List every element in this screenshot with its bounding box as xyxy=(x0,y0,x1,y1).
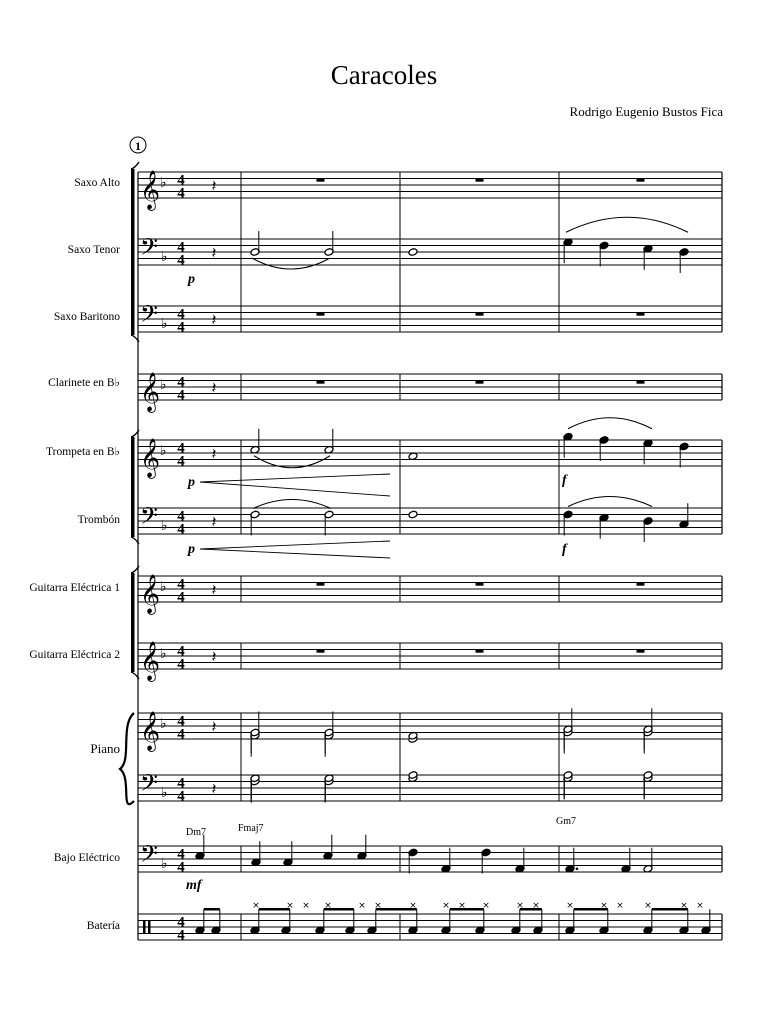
cymbal-notehead-icon: × xyxy=(324,901,332,911)
instrument-label-bajo: Bajo Eléctrico xyxy=(53,852,120,864)
flat-icon: ♭ xyxy=(160,579,167,595)
treble-clef-icon: 𝄞 xyxy=(140,170,161,210)
quarter-rest-icon: 𝄽 xyxy=(211,647,217,666)
slur xyxy=(568,497,652,507)
instrument-label-saxo-tenor: Saxo Tenor xyxy=(67,244,120,256)
flat-icon: ♭ xyxy=(161,316,168,332)
piano-brace xyxy=(120,713,134,804)
cymbal-notehead-icon: × xyxy=(516,901,524,911)
instrument-label-trombon: Trombón xyxy=(77,514,120,526)
chord-symbol: Dm7 xyxy=(186,827,206,838)
instrument-label-guitarra-2: Guitarra Eléctrica 2 xyxy=(29,649,120,661)
cymbal-notehead-icon: × xyxy=(482,901,490,911)
time-signature-bottom: 4 xyxy=(177,521,185,538)
dynamic-f: f xyxy=(562,542,567,557)
time-signature-top: 4 xyxy=(177,576,185,593)
quarter-rest-icon: 𝄽 xyxy=(211,176,217,195)
key-signatures xyxy=(160,175,168,872)
quarter-rest-icon: 𝄽 xyxy=(211,310,217,329)
whole-rest-icon xyxy=(476,313,484,316)
clefs xyxy=(140,170,160,933)
quarter-rest-icon: 𝄽 xyxy=(211,717,217,736)
instrument-label-guitarra-1: Guitarra Eléctrica 1 xyxy=(29,582,120,594)
rehearsal-mark xyxy=(130,137,146,153)
bracket-guitars xyxy=(131,573,135,672)
cymbal-notehead-icon: × xyxy=(286,901,294,911)
time-signature-top: 4 xyxy=(177,643,185,660)
instrument-label-trompeta: Trompeta en B♭ xyxy=(46,446,120,458)
slur xyxy=(252,258,330,269)
rehearsal-mark-number: 1 xyxy=(135,139,141,153)
flat-icon: ♭ xyxy=(161,518,168,534)
cymbal-notehead-icon: × xyxy=(358,901,366,911)
percussion-clef-icon xyxy=(143,921,146,933)
score-title: Caracoles xyxy=(330,60,438,90)
time-signature-bottom: 4 xyxy=(177,387,185,404)
barlines xyxy=(138,172,722,940)
time-signature-bottom: 4 xyxy=(177,185,185,202)
cymbal-notehead-icon: × xyxy=(566,901,574,911)
bass-clef-icon: 𝄢 xyxy=(140,233,159,266)
time-signature-top: 4 xyxy=(177,239,185,256)
dynamic-p: p xyxy=(188,475,195,490)
bracket-saxophones xyxy=(131,169,135,335)
whole-rest-icon xyxy=(637,313,645,316)
quarter-rest-icon: 𝄽 xyxy=(211,243,217,262)
time-signature-top: 4 xyxy=(177,306,185,323)
time-signature-bottom: 4 xyxy=(177,319,185,336)
quarter-rest-icon: 𝄽 xyxy=(211,779,217,798)
time-signature-bottom: 4 xyxy=(177,453,185,470)
time-signature-bottom: 4 xyxy=(177,656,185,673)
flat-icon: ♭ xyxy=(160,175,167,191)
slur xyxy=(566,217,688,232)
dynamic-mf: mf xyxy=(186,878,202,893)
notehead xyxy=(408,248,418,257)
whole-rest-icon xyxy=(637,179,645,182)
time-signature-bottom: 4 xyxy=(177,726,185,743)
cymbal-notehead-icon: × xyxy=(680,901,688,911)
dot xyxy=(576,867,579,870)
treble-clef-icon: 𝄞 xyxy=(140,641,161,681)
time-signature-top: 4 xyxy=(177,508,185,525)
whole-rest-icon xyxy=(317,313,325,316)
time-signature-bottom: 4 xyxy=(177,252,185,269)
bass-clef-icon: 𝄢 xyxy=(140,769,159,802)
staff-lines xyxy=(138,172,722,940)
quarter-rest-icon: 𝄽 xyxy=(211,580,217,599)
treble-clef-icon: 𝄞 xyxy=(140,574,161,614)
cymbal-notehead-icon: × xyxy=(302,901,310,911)
treble-clef-icon: 𝄞 xyxy=(140,438,161,478)
flat-icon: ♭ xyxy=(160,646,167,662)
instrument-label-saxo-baritono: Saxo Baritono xyxy=(53,311,120,323)
bass-clef-icon: 𝄢 xyxy=(140,300,159,333)
time-signature-top: 4 xyxy=(177,775,185,792)
flat-icon: ♭ xyxy=(161,856,168,872)
dynamic-p: p xyxy=(188,272,195,287)
cymbal-notehead-icon: × xyxy=(442,901,450,911)
whole-rest-icon xyxy=(476,583,484,586)
time-signature-bottom: 4 xyxy=(177,589,185,606)
instrument-label-bateria: Batería xyxy=(86,920,120,932)
cymbal-notehead-icon: × xyxy=(616,901,624,911)
cymbal-notehead-icon: × xyxy=(409,901,417,911)
cymbal-notehead-icon: × xyxy=(644,901,652,911)
quarter-rest-icon: 𝄽 xyxy=(211,444,217,463)
system-brackets xyxy=(120,162,139,804)
decrescendo-hairpin xyxy=(200,541,390,558)
whole-rest-icon xyxy=(317,381,325,384)
dynamic-f: f xyxy=(562,473,567,488)
slur xyxy=(253,500,331,509)
whole-rest-icon xyxy=(476,381,484,384)
whole-rest-icon xyxy=(317,583,325,586)
whole-rest-icon xyxy=(317,179,325,182)
chord-symbol: Gm7 xyxy=(556,816,576,827)
time-signature-top: 4 xyxy=(177,713,185,730)
cymbal-notehead-icon: × xyxy=(696,901,704,911)
quarter-rest-icon: 𝄽 xyxy=(211,512,217,531)
time-signatures xyxy=(177,173,185,944)
cymbal-notehead-icon: × xyxy=(252,901,260,911)
time-signature-top: 4 xyxy=(177,846,185,863)
time-signature-top: 4 xyxy=(177,374,185,391)
cymbal-notehead-icon: × xyxy=(374,901,382,911)
composer: Rodrigo Eugenio Bustos Fica xyxy=(569,104,723,119)
flat-icon: ♭ xyxy=(161,785,168,801)
instrument-label-saxo-alto: Saxo Alto xyxy=(74,177,120,189)
notehead xyxy=(408,510,418,519)
time-signature-bottom: 4 xyxy=(177,788,185,805)
cymbal-notehead-icon: × xyxy=(600,901,608,911)
instrument-label-clarinete: Clarinete en B♭ xyxy=(48,377,120,389)
time-signature-bottom: 4 xyxy=(177,859,185,876)
dynamic-p: p xyxy=(188,542,195,557)
whole-rest-icon xyxy=(637,381,645,384)
time-signature-top: 4 xyxy=(177,914,185,931)
percussion-clef-icon xyxy=(148,921,151,933)
bass-clef-icon: 𝄢 xyxy=(140,840,159,873)
whole-rest-icon xyxy=(476,650,484,653)
time-signature-bottom: 4 xyxy=(177,927,185,944)
whole-rest-icon xyxy=(637,650,645,653)
cymbal-notehead-icon: × xyxy=(458,901,466,911)
cymbal-notehead-icon: × xyxy=(532,901,540,911)
bass-clef-icon: 𝄢 xyxy=(140,502,159,535)
instrument-label-piano: Piano xyxy=(90,741,120,756)
rests xyxy=(212,176,645,798)
flat-icon: ♭ xyxy=(160,443,167,459)
bracket-saxophones-hook-top xyxy=(131,162,139,169)
decrescendo-hairpin xyxy=(200,474,390,496)
time-signature-top: 4 xyxy=(177,172,185,189)
slur xyxy=(568,418,652,429)
bracket-brass xyxy=(131,437,135,537)
treble-clef-icon: 𝄞 xyxy=(140,711,161,751)
quarter-rest-icon: 𝄽 xyxy=(211,378,217,397)
whole-rest-icon xyxy=(317,650,325,653)
chord-symbol: Fmaj7 xyxy=(238,823,264,834)
flat-icon: ♭ xyxy=(161,249,168,265)
treble-clef-icon: 𝄞 xyxy=(140,372,161,412)
whole-rest-icon xyxy=(637,583,645,586)
flat-icon: ♭ xyxy=(160,716,167,732)
time-signature-top: 4 xyxy=(177,440,185,457)
flat-icon: ♭ xyxy=(160,377,167,393)
whole-rest-icon xyxy=(476,179,484,182)
